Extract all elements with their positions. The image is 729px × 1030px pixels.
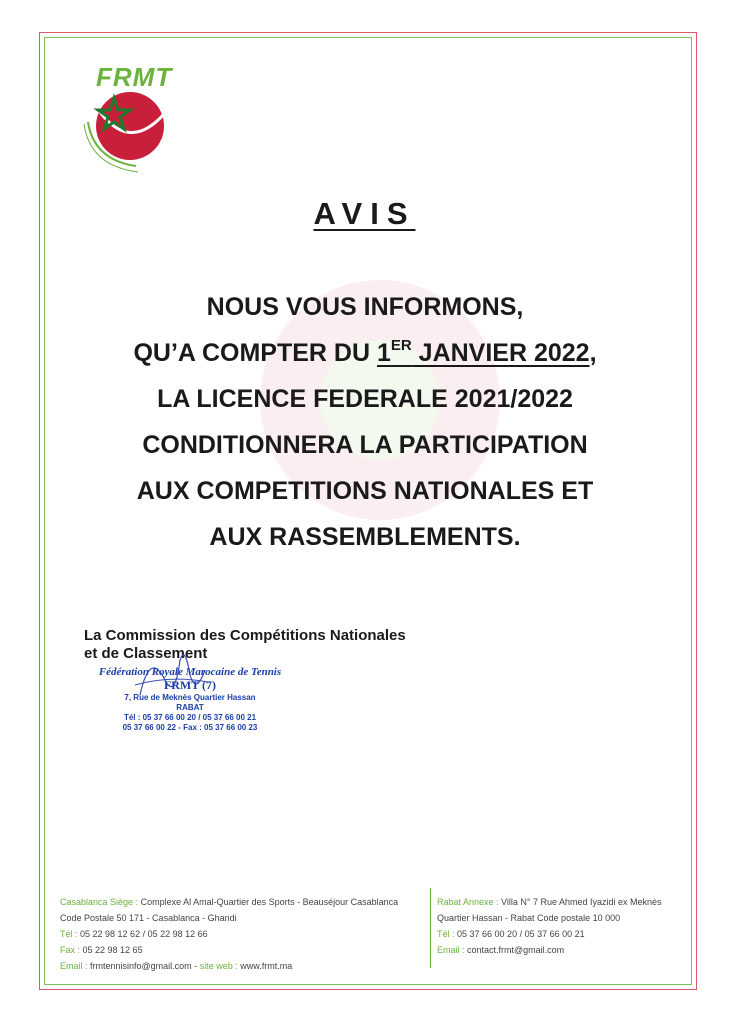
logo-wordmark: FRMT	[96, 62, 173, 92]
notice-line-date: QU’A COMPTER DU 1ER JANVIER 2022,	[133, 337, 597, 367]
footer-divider	[430, 888, 431, 968]
signatory: La Commission des Compétitions Nationales et de Classement	[84, 627, 406, 662]
notice-body	[60, 284, 670, 560]
footer-website: www.frmt.ma	[237, 961, 293, 971]
page-title: AVIS	[313, 196, 416, 231]
footer-email-rabat: contact.frmt@gmail.com	[464, 945, 565, 955]
notice-line: AUX COMPETITIONS NATIONALES ET	[136, 477, 594, 505]
notice-line: AUX RASSEMBLEMENTS.	[209, 523, 521, 551]
footer-casablanca: Casablanca Siège : Complexe Al Amal-Quartier des Sports - Beauséjour Casablanca Code Postale 50 171 - Casablanca - Ghandi Tél : 05 22 98 12 62 / 05 22 98 12 66 Fax : 05 22 98 12 65 Email : frmtennisinfo@gmail.com - site web : www.frmt.ma	[60, 897, 399, 971]
footer-rabat: Rabat Annexe : Villa N° 7 Rue Ahmed Iyazidi ex Meknès Quartier Hassan - Rabat Code postale 10 000 Tél : 05 37 66 00 20 / 05 37 66 00 21 Email : contact.frmt@gmail.com	[437, 897, 662, 955]
notice-line: NOUS VOUS INFORMONS,	[206, 293, 524, 321]
footer-email: frmtennisinfo@gmail.com -	[87, 961, 200, 971]
notice-line: CONDITIONNERA LA PARTICIPATION	[142, 431, 588, 459]
official-stamp: Fédération Royale Marocaine de Tennis FRMT (7) 7, Rue de Meknès Quartier Hassan RABAT Tél : 05 37 66 00 20 / 05 37 66 00 21 05 37 66 00 22 - Fax : 05 37 66 00 23	[98, 666, 282, 732]
notice-line: LA LICENCE FEDERALE 2021/2022	[157, 385, 573, 413]
